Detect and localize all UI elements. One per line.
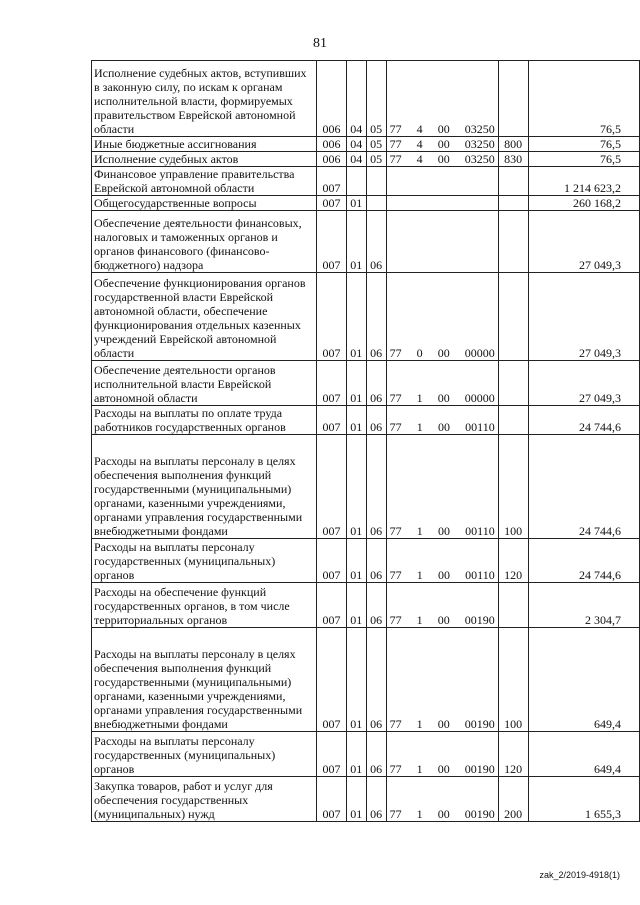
table-row [92, 152, 640, 167]
cell-pr: 05 [366, 61, 386, 137]
cell-amount: 649,4 [528, 732, 639, 777]
cell-vr [498, 167, 528, 196]
cell-amount: 27 049,3 [528, 361, 639, 406]
csr-program: 77 [389, 717, 402, 731]
csr-direction: 00 [437, 807, 450, 821]
csr-subprogram: 1 [416, 524, 423, 538]
csr-subprogram: 1 [416, 568, 423, 582]
csr-expense: 00000 [464, 391, 495, 405]
cell-csr [386, 435, 498, 539]
csr-code [389, 524, 496, 538]
csr-program: 77 [389, 391, 402, 405]
cell-grbs: 007 [317, 777, 347, 822]
csr-direction: 00 [437, 717, 450, 731]
csr-expense: 00190 [464, 613, 495, 627]
cell-vr: 120 [498, 732, 528, 777]
cell-name: Обеспечение деятельности органов исполнительной власти Еврейской автономной области [92, 361, 317, 406]
cell-pr: 06 [366, 406, 386, 435]
table-body [92, 61, 640, 822]
cell-rz: 01 [346, 196, 366, 211]
cell-vr: 830 [498, 152, 528, 167]
cell-name: Расходы на обеспечение функций государственных органов, в том числе территориальных органов [92, 583, 317, 628]
cell-csr [386, 167, 498, 196]
csr-code [389, 717, 496, 731]
cell-rz: 01 [346, 435, 366, 539]
cell-rz: 04 [346, 61, 366, 137]
cell-csr [386, 137, 498, 152]
csr-direction: 00 [437, 613, 450, 627]
cell-csr [386, 196, 498, 211]
table-row [92, 406, 640, 435]
csr-code [389, 137, 496, 151]
csr-program: 77 [389, 122, 402, 136]
csr-subprogram: 1 [416, 717, 423, 731]
cell-rz: 04 [346, 152, 366, 167]
cell-amount: 24 744,6 [528, 435, 639, 539]
cell-grbs: 007 [317, 167, 347, 196]
csr-expense: 00190 [464, 762, 495, 776]
table-row [92, 211, 640, 273]
cell-grbs: 007 [317, 732, 347, 777]
cell-grbs: 007 [317, 406, 347, 435]
cell-pr: 05 [366, 137, 386, 152]
cell-name: Иные бюджетные ассигнования [92, 137, 317, 152]
cell-grbs: 007 [317, 273, 347, 361]
csr-direction: 00 [437, 346, 450, 360]
cell-rz: 01 [346, 628, 366, 732]
cell-rz [346, 167, 366, 196]
cell-name: Расходы на выплаты персоналу государственных (муниципальных) органов [92, 539, 317, 583]
csr-program: 77 [389, 152, 402, 166]
cell-vr: 120 [498, 539, 528, 583]
cell-vr [498, 61, 528, 137]
cell-csr [386, 361, 498, 406]
cell-pr: 06 [366, 583, 386, 628]
cell-name: Расходы на выплаты персоналу государственных (муниципальных) органов [92, 732, 317, 777]
cell-name: Исполнение судебных актов [92, 152, 317, 167]
csr-code [389, 391, 496, 405]
cell-pr: 05 [366, 152, 386, 167]
cell-name: Обеспечение функционирования органов государственной власти Еврейской автономной области, обеспечение функционирования отдельных казенных учреждений Еврейской автономной области [92, 273, 317, 361]
csr-subprogram: 1 [416, 807, 423, 821]
csr-code [389, 568, 496, 582]
cell-csr [386, 628, 498, 732]
cell-pr: 06 [366, 361, 386, 406]
cell-name: Расходы на выплаты персоналу в целях обеспечения выполнения функций государственными (муниципальными) органами, казенными учреждениями, органами управления государственными внебюджетными фондами [92, 628, 317, 732]
csr-code [389, 762, 496, 776]
csr-expense: 00110 [465, 568, 495, 582]
csr-expense: 03250 [464, 152, 495, 166]
cell-vr: 200 [498, 777, 528, 822]
table-row [92, 361, 640, 406]
csr-code [389, 420, 496, 434]
page-number: 81 [313, 36, 327, 51]
cell-rz: 01 [346, 539, 366, 583]
table-row [92, 777, 640, 822]
cell-name: Расходы на выплаты персоналу в целях обеспечения выполнения функций государственными (муниципальными) органами, казенными учреждениями, органами управления государственными внебюджетными фондами [92, 435, 317, 539]
csr-subprogram: 1 [416, 762, 423, 776]
cell-csr [386, 777, 498, 822]
cell-grbs: 007 [317, 361, 347, 406]
csr-expense: 03250 [464, 137, 495, 151]
csr-subprogram: 1 [416, 613, 423, 627]
table-row [92, 435, 640, 539]
cell-pr: 06 [366, 777, 386, 822]
table-row [92, 137, 640, 152]
cell-grbs: 007 [317, 583, 347, 628]
csr-program: 77 [389, 807, 402, 821]
cell-csr [386, 583, 498, 628]
cell-rz: 01 [346, 211, 366, 273]
cell-csr [386, 152, 498, 167]
cell-vr: 100 [498, 435, 528, 539]
cell-grbs: 007 [317, 211, 347, 273]
cell-vr [498, 211, 528, 273]
cell-csr [386, 406, 498, 435]
csr-program: 77 [389, 137, 402, 151]
cell-grbs: 007 [317, 435, 347, 539]
cell-name: Общегосударственные вопросы [92, 196, 317, 211]
csr-subprogram: 0 [416, 346, 423, 360]
cell-rz: 01 [346, 361, 366, 406]
cell-amount: 27 049,3 [528, 273, 639, 361]
cell-grbs: 006 [317, 137, 347, 152]
cell-amount: 649,4 [528, 628, 639, 732]
cell-amount: 27 049,3 [528, 211, 639, 273]
csr-direction: 00 [437, 524, 450, 538]
cell-name: Расходы на выплаты по оплате труда работников государственных органов [92, 406, 317, 435]
cell-amount: 24 744,6 [528, 539, 639, 583]
cell-pr: 06 [366, 211, 386, 273]
cell-rz: 01 [346, 406, 366, 435]
cell-amount: 260 168,2 [528, 196, 639, 211]
cell-vr [498, 196, 528, 211]
csr-program: 77 [389, 568, 402, 582]
table-row [92, 167, 640, 196]
csr-expense: 00190 [464, 807, 495, 821]
csr-code [389, 613, 496, 627]
cell-rz: 01 [346, 583, 366, 628]
table-row [92, 628, 640, 732]
csr-code [389, 346, 496, 360]
cell-grbs: 007 [317, 628, 347, 732]
cell-grbs: 007 [317, 539, 347, 583]
cell-vr [498, 583, 528, 628]
cell-csr [386, 211, 498, 273]
document-code: zak_2/2019-4918(1) [539, 870, 620, 880]
table-row [92, 61, 640, 137]
cell-pr: 06 [366, 732, 386, 777]
csr-code [389, 152, 496, 166]
csr-subprogram: 4 [416, 152, 423, 166]
csr-expense: 00110 [465, 524, 495, 538]
csr-direction: 00 [437, 568, 450, 582]
cell-vr [498, 406, 528, 435]
cell-rz: 01 [346, 777, 366, 822]
cell-name: Исполнение судебных актов, вступивших в законную силу, по искам к органам исполнительной власти, формируемых правительством Еврейской автономной области [92, 61, 317, 137]
cell-amount: 76,5 [528, 137, 639, 152]
cell-rz: 01 [346, 273, 366, 361]
cell-name: Обеспечение деятельности финансовых, налоговых и таможенных органов и органов финансового (финансово-бюджетного) надзора [92, 211, 317, 273]
table-row [92, 732, 640, 777]
cell-pr [366, 196, 386, 211]
csr-direction: 00 [437, 152, 450, 166]
csr-expense: 00000 [464, 346, 495, 360]
cell-amount: 1 214 623,2 [528, 167, 639, 196]
table-row [92, 273, 640, 361]
csr-direction: 00 [437, 122, 450, 136]
csr-subprogram: 4 [416, 137, 423, 151]
cell-pr: 06 [366, 628, 386, 732]
csr-subprogram: 1 [416, 391, 423, 405]
cell-amount: 1 655,3 [528, 777, 639, 822]
cell-pr: 06 [366, 539, 386, 583]
cell-vr: 800 [498, 137, 528, 152]
table-row [92, 539, 640, 583]
cell-grbs: 007 [317, 196, 347, 211]
cell-pr: 06 [366, 273, 386, 361]
cell-csr [386, 539, 498, 583]
cell-vr: 100 [498, 628, 528, 732]
csr-code [389, 122, 496, 136]
budget-table [91, 60, 640, 822]
table-row [92, 583, 640, 628]
csr-program: 77 [389, 762, 402, 776]
table-row [92, 196, 640, 211]
csr-direction: 00 [437, 420, 450, 434]
cell-rz: 04 [346, 137, 366, 152]
csr-direction: 00 [437, 391, 450, 405]
cell-amount: 24 744,6 [528, 406, 639, 435]
csr-code [389, 807, 496, 821]
cell-amount: 76,5 [528, 152, 639, 167]
cell-grbs: 006 [317, 61, 347, 137]
cell-pr: 06 [366, 435, 386, 539]
cell-pr [366, 167, 386, 196]
csr-program: 77 [389, 524, 402, 538]
csr-expense: 03250 [464, 122, 495, 136]
cell-grbs: 006 [317, 152, 347, 167]
csr-subprogram: 1 [416, 420, 423, 434]
cell-name: Закупка товаров, работ и услуг для обеспечения государственных (муниципальных) нужд [92, 777, 317, 822]
cell-vr [498, 273, 528, 361]
csr-expense: 00190 [464, 717, 495, 731]
cell-csr [386, 732, 498, 777]
cell-rz: 01 [346, 732, 366, 777]
cell-name: Финансовое управление правительства Еврейской автономной области [92, 167, 317, 196]
csr-direction: 00 [437, 137, 450, 151]
csr-direction: 00 [437, 762, 450, 776]
csr-subprogram: 4 [416, 122, 423, 136]
csr-program: 77 [389, 420, 402, 434]
cell-vr [498, 361, 528, 406]
cell-csr [386, 273, 498, 361]
csr-program: 77 [389, 613, 402, 627]
cell-csr [386, 61, 498, 137]
cell-amount: 76,5 [528, 61, 639, 137]
csr-program: 77 [389, 346, 402, 360]
csr-expense: 00110 [465, 420, 495, 434]
cell-amount: 2 304,7 [528, 583, 639, 628]
